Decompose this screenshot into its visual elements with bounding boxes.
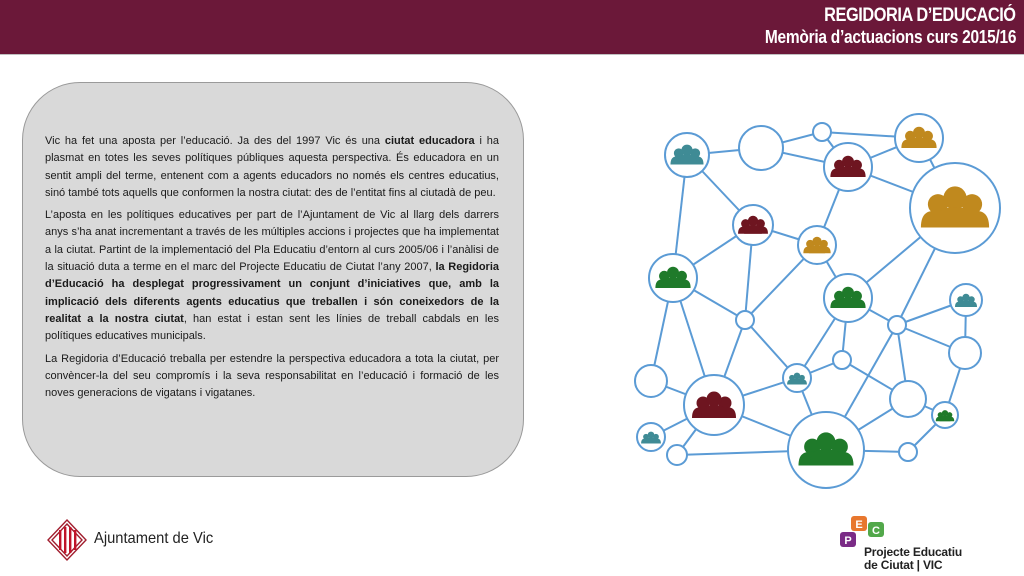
page-title: REGIDORIA D’EDUCACIÓ: [824, 5, 1016, 26]
paragraph-2: L’aposta en les polítiques educatives per part de l’Ajuntament de Vic al llarg dels darrers anys s’ha anat incrementant a través de les múltiples accions i projectes que ha implementat a la ciutat. Partint de la implementació del Pla Educatiu d’entorn al curs 2005/06 i l’anàlisi de la situació duta a terme en el marc del Projecte Educatiu de Ciutat l’any 2007, la Regidoria d’Educació ha desplegat progressivament un conjunt d’iniciatives que, amb la implicació dels diferents agents educatius que treballen i són coneixedors de la realitat a la nostra ciutat, han estat i estan sent les línies de treball cabdals en les polítiques educatives municipals.: [45, 209, 500, 343]
ajuntament-name: Ajuntament de Vic: [94, 530, 214, 547]
page-subtitle: Memòria d’actuacions curs 2015/16: [764, 27, 1016, 47]
node-empty: [736, 311, 754, 329]
pec-title-line1: Projecte Educatiu: [864, 545, 962, 559]
pec-letter-c: C: [872, 525, 880, 537]
paragraph-3: La Regidoria d’Educació treballa per estendre la perspectiva educadora a tota la ciutat, per convèncer-la del seu compromís i la seva responsabilitat en l’educació i formació de les noves generacions de vigatans i vigatanes.: [45, 352, 499, 400]
node-empty: [888, 316, 906, 334]
node-empty: [813, 123, 831, 141]
header-divider: [0, 54, 1024, 55]
node-empty: [949, 337, 981, 369]
paragraph-1: Vic ha fet una aposta per l’educació. Ja des del 1997 Vic és una ciutat educadora i ha plasmat en totes les seves polítiques públiques aquesta perspectiva. És educadora en un sentit ampli del terme, entenent com a agents educadors no només els centres educatius, sinó també tots aquells que conformen la nostra ciutat: des de l’entitat fins al ciutadà de peu.: [45, 135, 499, 199]
node-empty: [739, 126, 783, 170]
node-empty: [899, 443, 917, 461]
body-text: [45, 133, 499, 407]
node-empty: [635, 365, 667, 397]
ajuntament-shield-icon: [46, 518, 88, 562]
pec-letter-e: E: [855, 519, 863, 531]
pec-title-line2: de Ciutat | VIC: [864, 558, 943, 572]
node-empty: [833, 351, 851, 369]
pec-letter-p: P: [844, 535, 852, 547]
header-bar: [0, 0, 1024, 54]
node-teal: [890, 381, 926, 417]
node-empty: [667, 445, 687, 465]
people-network-illustration: [620, 100, 1020, 490]
network-nodes: [635, 114, 1000, 488]
